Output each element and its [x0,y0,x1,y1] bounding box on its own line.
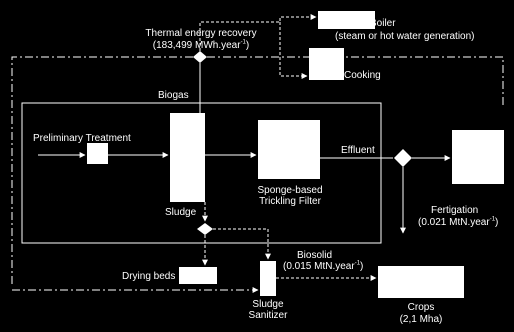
drying-beds-box [179,267,217,284]
preliminary-treatment-box [87,143,108,164]
cooking-box [309,48,344,80]
trickling-filter-box [258,120,320,179]
sludge-splitter [197,223,213,235]
sanitizer-route [213,229,268,259]
sludge-sanitizer-label: Sludge Sanitizer [248,299,288,321]
thermal-value-label: (183,499 MWh.year$^{-1}$) [152,39,250,51]
drying-beds-label: Drying beds [122,271,176,282]
effluent-splitter [394,149,412,167]
crops-label: Crops [407,302,435,313]
cooking-route [280,22,307,76]
boiler-sub-label: (steam or hot water generation) [335,31,475,42]
boiler-box [318,11,375,29]
energy-loop-right [207,57,503,105]
sludge-sanitizer-box [260,261,276,296]
biosolid-value-label: (0.015 MtN.year$^{-1}$) [283,260,364,272]
effluent-label: Effluent [341,145,375,156]
preliminary-label: Preliminary Treatment [33,133,131,144]
biogas-splitter [193,51,207,63]
cooking-label: Cooking [344,70,381,81]
crops-value-label: (2,1 Mha) [399,314,443,325]
fertigation-box [452,130,504,184]
boiler-label: Boiler [370,18,396,29]
fertigation-label: Fertigation [431,205,479,216]
trickling-filter-label: Sponge-based Trickling Filter [257,185,323,207]
biogas-label: Biogas [158,90,189,101]
fertigation-value-label: (0.021 MtN.year$^{-1}$) [418,216,499,228]
biosolid-label: Biosolid [297,250,333,261]
sludge-label: Sludge [165,207,197,218]
digester-box [170,113,205,202]
crops-box [378,266,464,298]
thermal-title-label: Thermal energy recovery [145,28,257,39]
